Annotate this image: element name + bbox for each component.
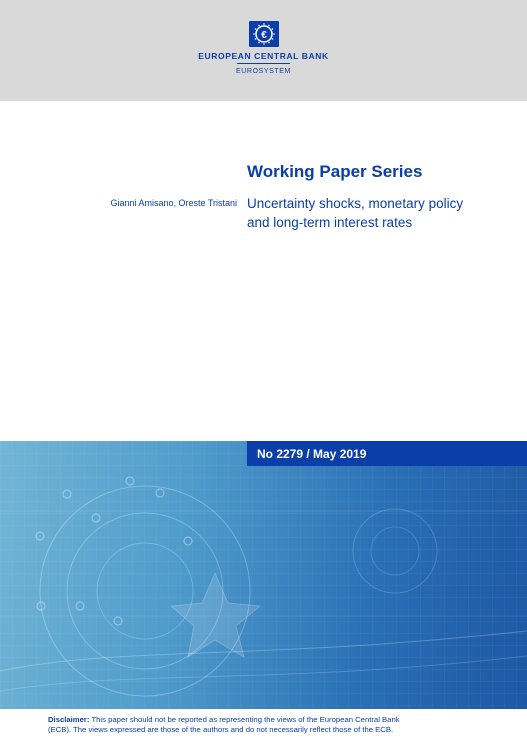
cover-illustration — [0, 441, 527, 709]
paper-number: No 2279 / May 2019 — [257, 447, 367, 461]
header-band — [0, 0, 527, 101]
disclaimer-text-line-1: This paper should not be reported as representing the views of the European Central Bank — [91, 715, 400, 724]
authors: Gianni Amisano, Oreste Tristani — [110, 198, 237, 208]
header-divider — [237, 63, 290, 64]
paper-title-line-2: and long-term interest rates — [247, 215, 413, 230]
series-title: Working Paper Series — [247, 162, 423, 181]
organization-name: EUROPEAN CENTRAL BANK — [198, 51, 329, 61]
disclaimer-label: Disclaimer: — [48, 715, 90, 724]
disclaimer-text-line-2: (ECB). The views expressed are those of the authors and do not necessarily reflect those of the ECB. — [48, 725, 394, 734]
svg-text:€: € — [261, 30, 267, 41]
paper-title-line-1: Uncertainty shocks, monetary policy — [247, 196, 464, 211]
eurosystem-label: EUROSYSTEM — [235, 68, 291, 75]
disclaimer — [48, 715, 488, 735]
euro-logo-icon — [249, 21, 279, 47]
paper-title — [247, 194, 517, 232]
